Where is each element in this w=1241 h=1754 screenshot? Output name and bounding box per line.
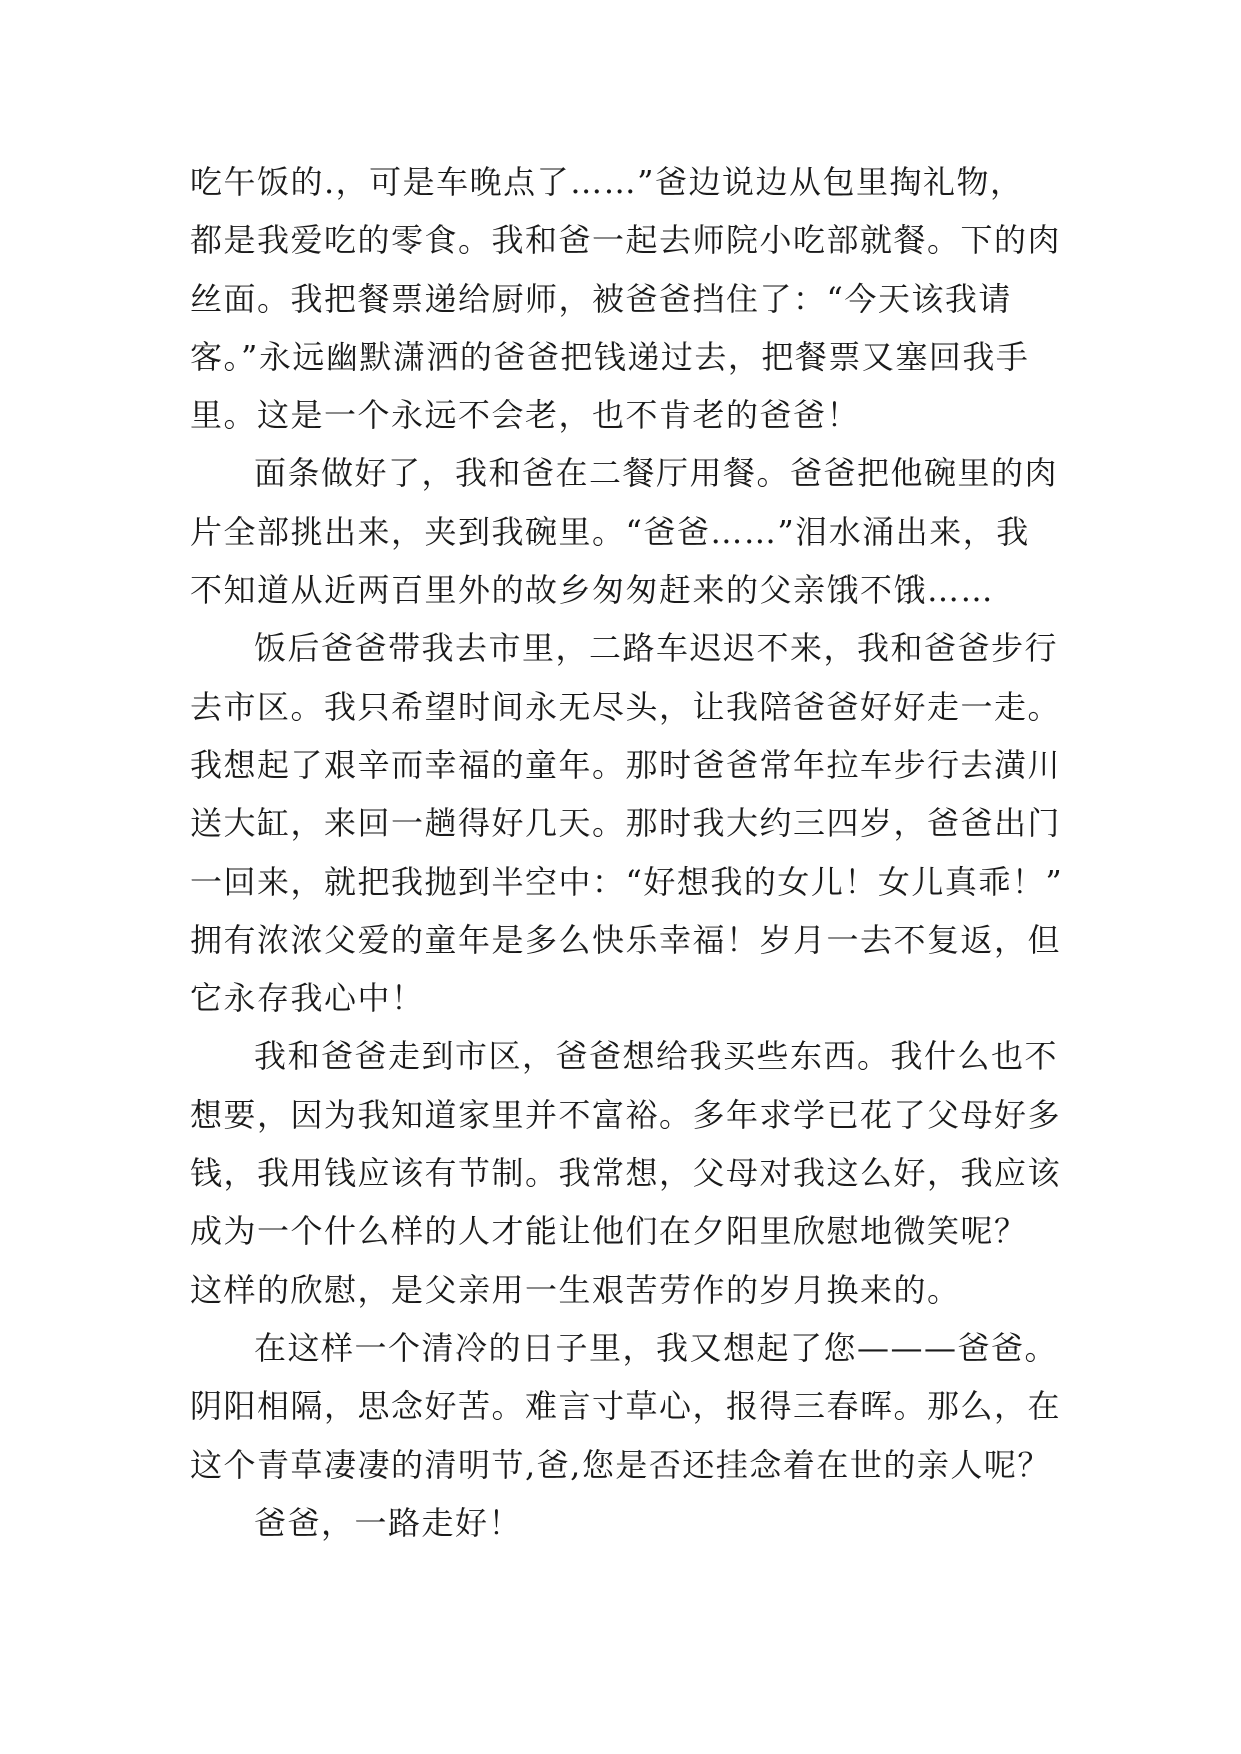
text-line: 不知道从近两百里外的故乡匆匆赶来的父亲饿不饿…… [190,571,995,610]
text-line: 我想起了艰辛而幸福的童年。那时爸爸常年拉车步行去潢川 [190,745,1062,784]
paragraph-start-line: 在这样一个清冷的日子里，我又想起了您———爸爸。 [254,1328,1059,1367]
paragraph-start-line: 面条做好了，我和爸在二餐厅用餐。爸爸把他碗里的肉 [254,454,1059,493]
text-line: 这样的欣慰，是父亲用一生艰苦劳作的岁月换来的。 [190,1270,961,1309]
text-line: 送大缸，来回一趟得好几天。那时我大约三四岁，爸爸出门 [190,804,1062,843]
paragraph-start-line: 我和爸爸走到市区，爸爸想给我买些东西。我什么也不 [254,1037,1059,1076]
text-line: 它永存我心中！ [190,979,425,1018]
paragraph-start-line: 饭后爸爸带我去市里，二路车迟迟不来，我和爸爸步行 [254,629,1059,668]
paragraph-start-line: 爸爸，一路走好！ [254,1503,523,1542]
text-line: 去市区。我只希望时间永无尽头，让我陪爸爸好好走一走。 [190,687,1062,726]
text-line: 钱，我用钱应该有节制。我常想，父母对我这么好，我应该 [190,1154,1062,1193]
text-line: 客。”永远幽默潇洒的爸爸把钱递过去，把餐票又塞回我手 [190,337,1030,376]
text-line: 拥有浓浓父爱的童年是多么快乐幸福！岁月一去不复返，但 [190,920,1062,959]
text-line: 吃午饭的.，可是车晚点了……”爸边说边从包里掏礼物， [190,163,1024,201]
text-line: 成为一个什么样的人才能让他们在夕阳里欣慰地微笑呢？ [190,1212,1028,1251]
text-line: 里。这是一个永远不会老，也不肯老的爸爸！ [190,396,861,435]
text-line: 阴阳相隔，思念好苦。难言寸草心，报得三春晖。那么，在 [190,1387,1062,1426]
text-line: 丝面。我把餐票递给厨师，被爸爸挡住了：“今天该我请 [190,279,1012,318]
text-line: 一回来，就把我抛到半空中：“好想我的女儿！女儿真乖！” [190,862,1064,901]
essay-text [190,162,1070,1561]
text-line: 想要，因为我知道家里并不富裕。多年求学已花了父母好多 [190,1095,1062,1134]
text-line: 这个青草凄凄的清明节,爸,您是否还挂念着在世的亲人呢？ [190,1445,1051,1484]
text-line: 片全部挑出来，夹到我碗里。“爸爸……”泪水涌出来，我 [190,512,1030,551]
text-line: 都是我爱吃的零食。我和爸一起去师院小吃部就餐。下的肉 [190,221,1062,260]
